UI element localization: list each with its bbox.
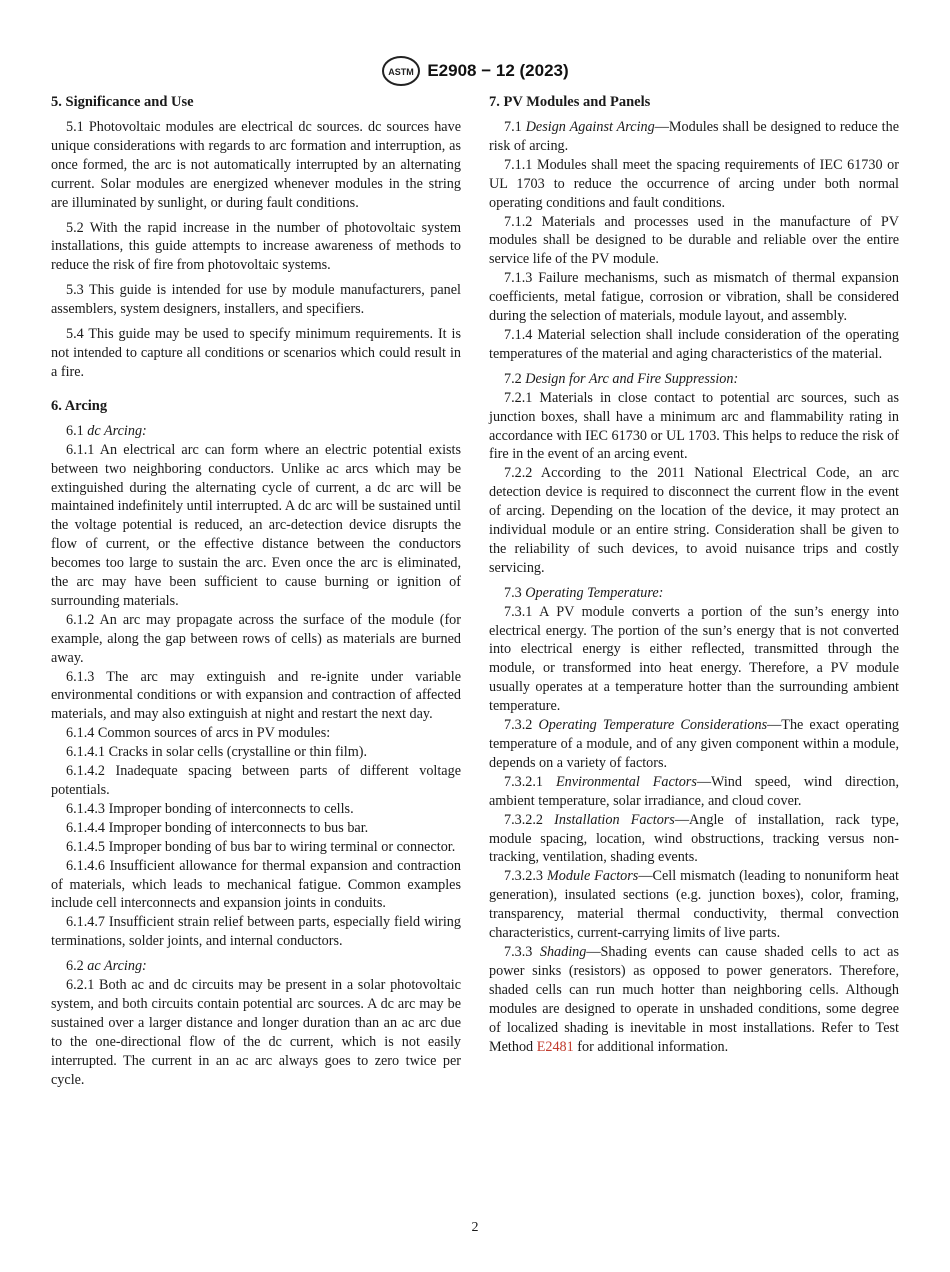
para-7-2-2: 7.2.2 According to the 2011 National Electrical Code, an arc detection device is required to disconnect the current flow in the event of arcing. Depending on the location of the device, it may protect an individual module or an entire string. Consideration shall be given to the reliability of such devices, to avoid nuisance trips and costly servicing.	[489, 465, 899, 576]
para-7-3-3	[489, 943, 899, 1056]
page-header	[0, 55, 950, 87]
logo-text: ASTM	[388, 67, 415, 77]
para-7-2	[489, 370, 899, 389]
para-7-3-1: 7.3.1 A PV module converts a portion of the sun’s energy into electrical energy. The portion of the sun’s energy that is not converted into electrical energy is either reflected, transmitted through the module, or transformed into heat energy. Therefore, a PV module usually operates at a temperature hotter than the surrounding ambient temperature.	[489, 603, 899, 715]
page-number: 2	[471, 1220, 479, 1235]
para-6-2-title: ac Arcing:	[87, 958, 147, 975]
para-7-2-number: 7.2	[504, 370, 522, 387]
para-6-1-number: 6.1	[66, 422, 84, 439]
para-7-3-3-text: —Shading events can cause shaded cells to act as power sinks (resistors) as opposed to power generators. Therefore, shaded cells can run much hotter than neighboring cells. Although modules are designed to operate in unshaded conditions, some degree of localized shading is inevitable in most installations. Refer to Test Method	[489, 943, 899, 1055]
para-7-3-2-number: 7.3.2	[504, 717, 533, 734]
para-5-1: 5.1 Photovoltaic modules are electrical dc sources. dc sources have unique considerations with regards to arc formation and interruption, as once formed, the arc is not automatically interrupted by an alternating current. Solar modules are energized whenever modules in the string are illuminated by sunlight, or during fault conditions.	[51, 119, 461, 211]
para-6-2-1: 6.2.1 Both ac and dc circuits may be present in a solar photovoltaic system, and both circuits contain potential arc sources. A dc arc may be sustained over a larger distance and longer duration than an ac arc due to the one-directional flow of the dc current, which is not easily interrupted. The current in an ac arc always goes to zero twice per cycle.	[51, 977, 461, 1088]
para-7-3-2-2-title: Installation Factors	[554, 811, 675, 828]
para-7-2-title: Design for Arc and Fire Suppression:	[525, 370, 739, 387]
document-designation: E2908 − 12 (2023)	[427, 61, 569, 80]
para-6-1	[51, 422, 461, 441]
para-7-3-2-1-text: —Wind speed, wind direction, ambient temperature, solar irradiance, and cloud cover.	[489, 773, 900, 809]
para-6-1-4-3: 6.1.4.3 Improper bonding of interconnects to cells.	[66, 800, 354, 817]
para-7-1	[489, 118, 899, 156]
para-6-2	[51, 957, 461, 976]
para-7-3-3-title: Shading	[539, 943, 587, 960]
para-6-1-title: dc Arcing:	[87, 422, 147, 439]
para-6-1-4-5: 6.1.4.5 Improper bonding of bus bar to wiring terminal or connector.	[66, 838, 456, 855]
para-7-3-2	[489, 716, 899, 773]
para-6-2-number: 6.2	[66, 958, 84, 975]
section-5-heading: 5. Significance and Use	[51, 94, 194, 110]
para-5-3: 5.3 This guide is intended for use by module manufacturers, panel assemblers, system designers, installers, and specifiers.	[51, 282, 461, 318]
para-6-1-4-1: 6.1.4.1 Cracks in solar cells (crystalline or thin film).	[66, 744, 368, 761]
para-7-3-number: 7.3	[504, 584, 522, 601]
right-column	[489, 92, 899, 1056]
para-6-1-1: 6.1.1 An electrical arc can form where an electric potential exists between two neighboring conductors. Unlike ac arcs which may be extinguished during the alternating cycle of current, a dc arc will be maintained indefinitely until interrupted. A dc arc will be sustained until the voltage potential is reduced, an arc-detection device disrupts the flow of current, or the effective distance between the conductors becomes too large to sustain the arc. Even once the arc is eliminated, the arc may have been sufficient to cause burning or ignition of surrounding materials.	[51, 441, 461, 609]
para-7-1-text: —Modules shall be designed to reduce the risk of arcing.	[489, 119, 900, 154]
para-7-3-2-3-number: 7.3.2.3	[504, 868, 544, 885]
para-7-3-2-2-number: 7.3.2.2	[504, 811, 544, 828]
para-6-1-4-2: 6.1.4.2 Inadequate spacing between parts of different voltage potentials.	[51, 763, 461, 798]
para-7-3-2-3-text: —Cell mismatch (leading to nonuniform heat generation), insulated sections (e.g. junction boxes), color, framing, transparency, material thermal conductivity, thermal convection characteristics, current-carrying limits of live parts.	[489, 868, 900, 942]
para-6-1-4: 6.1.4 Common sources of arcs in PV modules:	[66, 725, 331, 742]
para-6-1-2: 6.1.2 An arc may propagate across the surface of the module (for example, along the gap between rows of cells) as materials are burned away.	[51, 611, 461, 666]
para-7-2-1: 7.2.1 Materials in close contact to potential arc sources, such as junction boxes, shall have a minimum arc and flammability rating in accordance with IEC 61730 or UL 1703. This helps to reduce the risk of fire in the event of an arcing event.	[489, 389, 899, 463]
para-7-3-2-title: Operating Temperature Considerations	[538, 717, 768, 734]
astm-logo-icon	[381, 55, 421, 87]
para-7-3-2-1	[489, 773, 899, 811]
para-7-3-2-3-title: Module Factors	[546, 868, 639, 885]
e2481-reference-link[interactable]: E2481	[536, 1038, 574, 1055]
para-7-3	[489, 584, 899, 603]
para-6-1-4-7: 6.1.4.7 Insufficient strain relief between parts, especially field wiring terminations, solder joints, and internal conductors.	[51, 914, 461, 950]
para-7-1-3: 7.1.3 Failure mechanisms, such as mismatch of thermal expansion coefficients, metal fatigue, corrosion or vibration, shall be considered during the selection of materials, module layout, and assembly.	[489, 270, 899, 325]
para-7-1-title: Design Against Arcing	[525, 119, 655, 135]
para-7-3-2-2	[489, 811, 899, 868]
para-5-2: 5.2 With the rapid increase in the number of photovoltaic system installations, this guide attempts to increase awareness of methods to reduce the risk of fire from photovoltaic systems.	[51, 219, 461, 274]
para-7-3-2-1-number: 7.3.2.1	[504, 773, 544, 790]
para-7-3-3-end: for additional information.	[573, 1038, 729, 1055]
para-7-1-1: 7.1.1 Modules shall meet the spacing requirements of IEC 61730 or UL 1703 to reduce the occurrence of arcing under both normal operating conditions and fault conditions.	[489, 156, 899, 211]
para-7-1-number: 7.1	[504, 119, 522, 135]
para-7-1-4: 7.1.4 Material selection shall include consideration of the operating temperatures of the material and aging characteristics of the material.	[489, 326, 899, 362]
para-7-3-3-number: 7.3.3	[504, 943, 533, 960]
left-column	[51, 92, 461, 1090]
section-6-heading: 6. Arcing	[51, 397, 108, 414]
para-6-1-4-6: 6.1.4.6 Insufficient allowance for thermal expansion and contraction of materials, which leads to mechanical fatigue. Common examples include cell interconnects and expansion joints in conduits.	[51, 857, 461, 912]
para-7-3-2-1-title: Environmental Factors	[555, 773, 697, 790]
para-5-4: 5.4 This guide may be used to specify minimum requirements. It is not intended to capture all conditions or scenarios which could result in a fire.	[51, 326, 461, 380]
para-7-3-2-3	[489, 867, 899, 943]
para-7-3-2-text: —The exact operating temperature of a module, and of any given component within a module, depends on a variety of factors.	[489, 717, 900, 771]
para-7-3-2-2-text: —Angle of installation, rack type, module spacing, location, wind obstructions, tracking versus non-tracking, ventilation, shading events.	[489, 811, 899, 866]
para-6-1-4-4: 6.1.4.4 Improper bonding of interconnects to bus bar.	[66, 819, 369, 836]
para-7-3-title: Operating Temperature:	[525, 584, 664, 601]
para-6-1-3: 6.1.3 The arc may extinguish and re-ignite under variable environmental conditions or with expansion and contraction of affected materials, and may also extinguish at night and restart the next day.	[51, 668, 461, 723]
para-7-1-2: 7.1.2 Materials and processes used in the manufacture of PV modules shall be designed to be durable and reliable over the entire service life of the PV module.	[489, 213, 899, 268]
section-7-heading: 7. PV Modules and Panels	[489, 94, 651, 110]
